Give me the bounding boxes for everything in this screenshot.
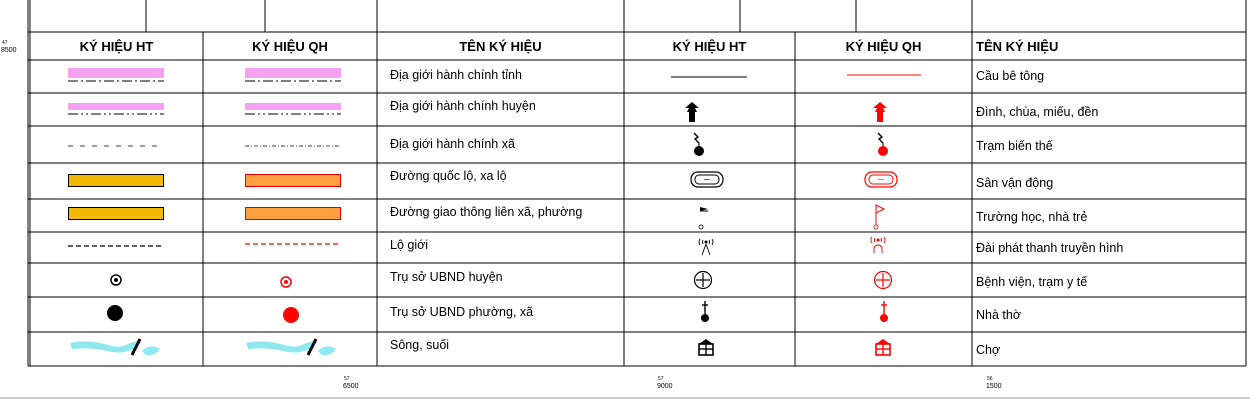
header-right-current: KÝ HIỆU HT xyxy=(672,39,747,54)
temple-current-symbol xyxy=(684,102,700,124)
transformer-station-planned-symbol xyxy=(875,131,891,159)
left-margin-tick-sup: 47 xyxy=(2,40,8,46)
name-national-road: Đường quốc lộ, xa lộ xyxy=(390,169,507,183)
ward-office-planned-symbol xyxy=(282,306,300,324)
name-district-boundary: Địa giới hành chính huyện xyxy=(390,99,536,113)
hospital-current-symbol xyxy=(693,270,715,292)
name-broadcast-station: Đài phát thanh truyền hình xyxy=(976,241,1124,255)
commune-boundary-planned-symbol xyxy=(245,144,345,150)
name-church: Nhà thờ xyxy=(976,308,1022,322)
broadcast-station-planned-symbol xyxy=(870,233,886,255)
province-boundary-current-symbol xyxy=(68,68,168,84)
district-office-planned-symbol xyxy=(279,275,293,289)
bottom-tick-1 xyxy=(343,376,359,390)
bottom-tick-1-value: 6500 xyxy=(343,383,359,390)
bottom-tick-3-value: 1500 xyxy=(986,383,1002,390)
stadium-planned-symbol xyxy=(864,171,900,189)
name-market: Chợ xyxy=(976,343,1001,357)
inter-commune-road-current-symbol xyxy=(68,207,168,221)
name-road-boundary: Lộ giới xyxy=(390,238,429,252)
name-school: Trường học, nhà trẻ xyxy=(976,210,1088,224)
header-left-name: TÊN KÝ HIỆU xyxy=(459,39,542,54)
name-commune-boundary: Địa giới hành chính xã xyxy=(390,137,515,151)
church-planned-symbol xyxy=(878,300,892,324)
ward-office-current-symbol xyxy=(106,304,124,322)
district-office-current-symbol xyxy=(109,273,123,287)
market-current-symbol xyxy=(698,338,716,358)
header-left-planned: KÝ HIỆU QH xyxy=(252,39,328,54)
broadcast-station-current-symbol xyxy=(698,235,714,257)
name-inter-commune-road: Đường giao thông liên xã, phường xyxy=(390,205,583,219)
concrete-bridge-current-symbol xyxy=(671,76,751,80)
market-planned-symbol xyxy=(875,338,893,358)
transformer-station-current-symbol xyxy=(691,131,707,159)
name-river: Sông, suối xyxy=(390,338,450,352)
bottom-tick-2 xyxy=(657,376,673,390)
temple-planned-symbol xyxy=(872,102,888,124)
bottom-tick-2-sup: 57 xyxy=(658,376,664,382)
name-temple: Đình, chùa, miếu, đền xyxy=(976,105,1099,119)
school-planned-symbol xyxy=(873,203,889,231)
header-right-planned: KÝ HIỆU QH xyxy=(845,39,922,54)
river-planned-symbol xyxy=(244,333,344,361)
district-boundary-planned-symbol xyxy=(245,103,345,119)
name-transformer-station: Trạm biến thế xyxy=(976,139,1053,153)
river-current-symbol xyxy=(68,333,168,361)
national-road-current-symbol xyxy=(68,174,168,188)
name-hospital: Bệnh viện, trạm y tế xyxy=(976,275,1088,289)
commune-boundary-current-symbol xyxy=(68,144,168,150)
left-margin-tick xyxy=(1,40,17,54)
name-district-office: Trụ sở UBND huyện xyxy=(390,270,503,284)
hospital-planned-symbol xyxy=(873,270,895,292)
name-ward-office: Trụ sở UBND phường, xã xyxy=(390,305,534,319)
header-right-name: TÊN KÝ HIỆU xyxy=(976,39,1059,54)
stadium-current-symbol xyxy=(690,171,726,189)
bottom-tick-2-value: 9000 xyxy=(657,383,673,390)
bottom-tick-1-sup: 57 xyxy=(344,376,350,382)
national-road-planned-symbol xyxy=(245,174,345,188)
church-current-symbol xyxy=(699,300,713,324)
province-boundary-planned-symbol xyxy=(245,68,345,84)
bottom-tick-3 xyxy=(986,376,1002,390)
concrete-bridge-planned-symbol xyxy=(847,74,927,78)
school-current-symbol xyxy=(698,203,714,231)
name-province-boundary: Địa giới hành chính tỉnh xyxy=(390,68,522,82)
header-left-current: KÝ HIỆU HT xyxy=(79,39,154,54)
name-concrete-bridge: Cầu bê tông xyxy=(976,69,1045,83)
bottom-tick-3-sup: 56 xyxy=(987,376,993,382)
district-boundary-current-symbol xyxy=(68,103,168,119)
inter-commune-road-planned-symbol xyxy=(245,207,345,221)
road-boundary-planned-symbol xyxy=(245,242,345,248)
left-margin-tick-value: 8500 xyxy=(1,47,17,54)
road-boundary-current-symbol xyxy=(68,244,168,250)
name-stadium: Sân vận động xyxy=(976,176,1054,190)
